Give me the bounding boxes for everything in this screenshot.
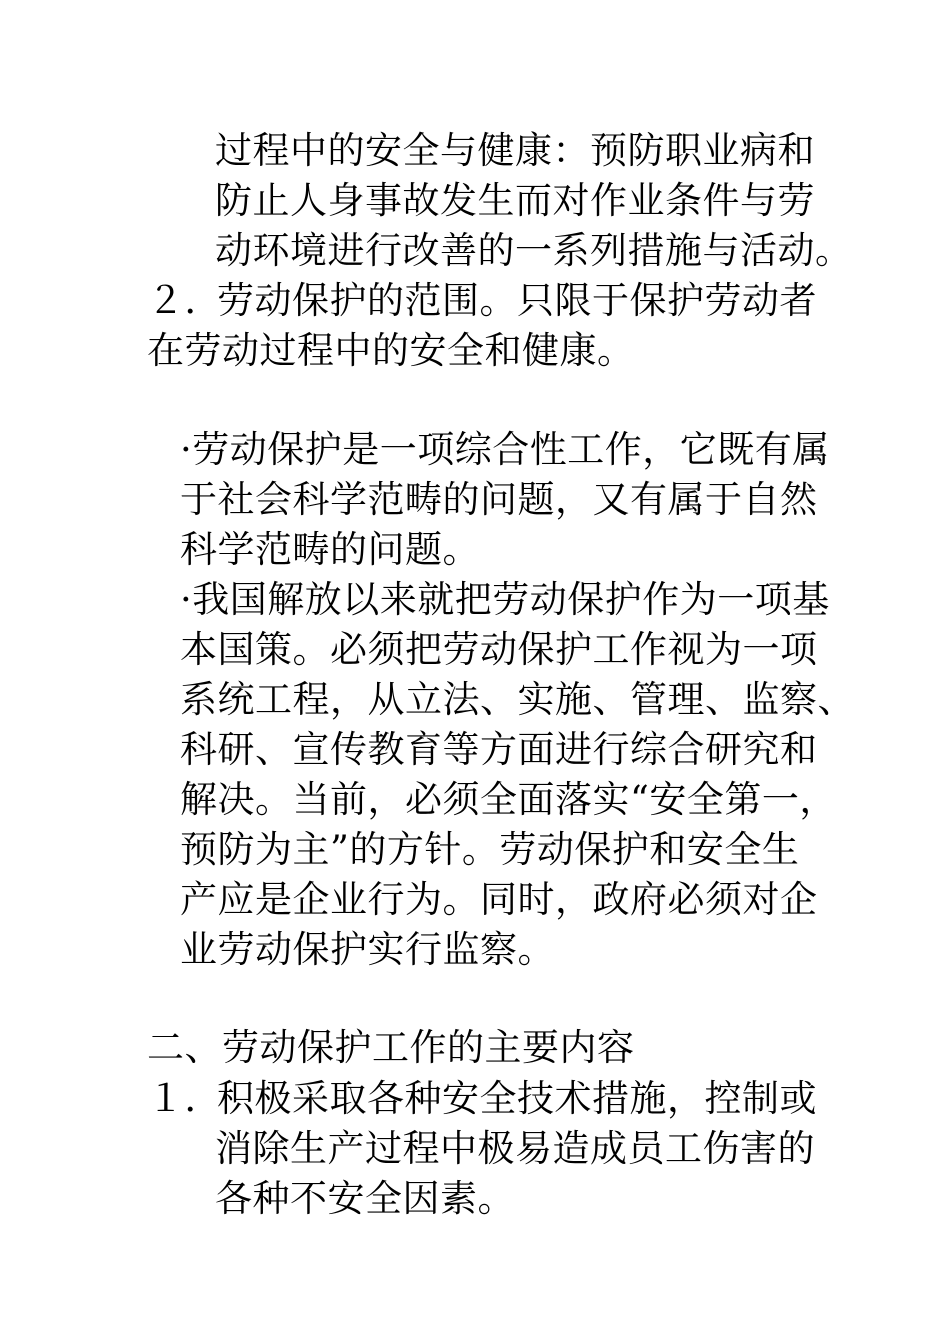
list-item-text: 积极采取各种安全技术措施，控制或 <box>217 1077 817 1120</box>
paragraph-line: 动环境进行改善的一系列措施与活动。 <box>215 229 853 272</box>
paragraph-line: 在劳动过程中的安全和健康。 <box>147 329 635 372</box>
bullet-line: ·我国解放以来就把劳动保护作为一项基 <box>180 578 830 621</box>
list-item-text: 劳动保护的范围。只限于保护劳动者 <box>217 279 817 322</box>
bullet-line: 系统工程，从立法、实施、管理、监察、 <box>180 678 855 721</box>
bullet-line: 于社会科学范畴的问题，又有属于自然 <box>180 478 818 521</box>
paragraph-line: 消除生产过程中极易造成员工伤害的 <box>215 1127 815 1170</box>
paragraph-line: 各种不安全因素。 <box>215 1177 515 1220</box>
bullet-line: ·劳动保护是一项综合性工作，它既有属 <box>180 428 830 471</box>
bullet-line: 解决。当前，必须全面落实“安全第一， <box>180 778 837 821</box>
list-number: ２． <box>147 279 222 322</box>
paragraph-line: 过程中的安全与健康：预防职业病和 <box>215 129 815 172</box>
paragraph-line: 防止人身事故发生而对作业条件与劳 <box>215 179 815 222</box>
list-item-1 <box>147 1074 817 1124</box>
bullet-line: 科研、宣传教育等方面进行综合研究和 <box>180 728 818 771</box>
list-item-2 <box>147 276 817 326</box>
bullet-line: 本国策。必须把劳动保护工作视为一项 <box>180 628 818 671</box>
bullet-line: 产应是企业行为。同时，政府必须对企 <box>180 878 818 921</box>
bullet-line: 业劳动保护实行监察。 <box>180 928 555 971</box>
bullet-line: 预防为主”的方针。劳动保护和安全生 <box>180 828 800 871</box>
bullet-line: 科学范畴的问题。 <box>180 528 480 571</box>
list-number: １． <box>147 1077 222 1120</box>
section-heading: 二、劳动保护工作的主要内容 <box>147 1026 635 1069</box>
